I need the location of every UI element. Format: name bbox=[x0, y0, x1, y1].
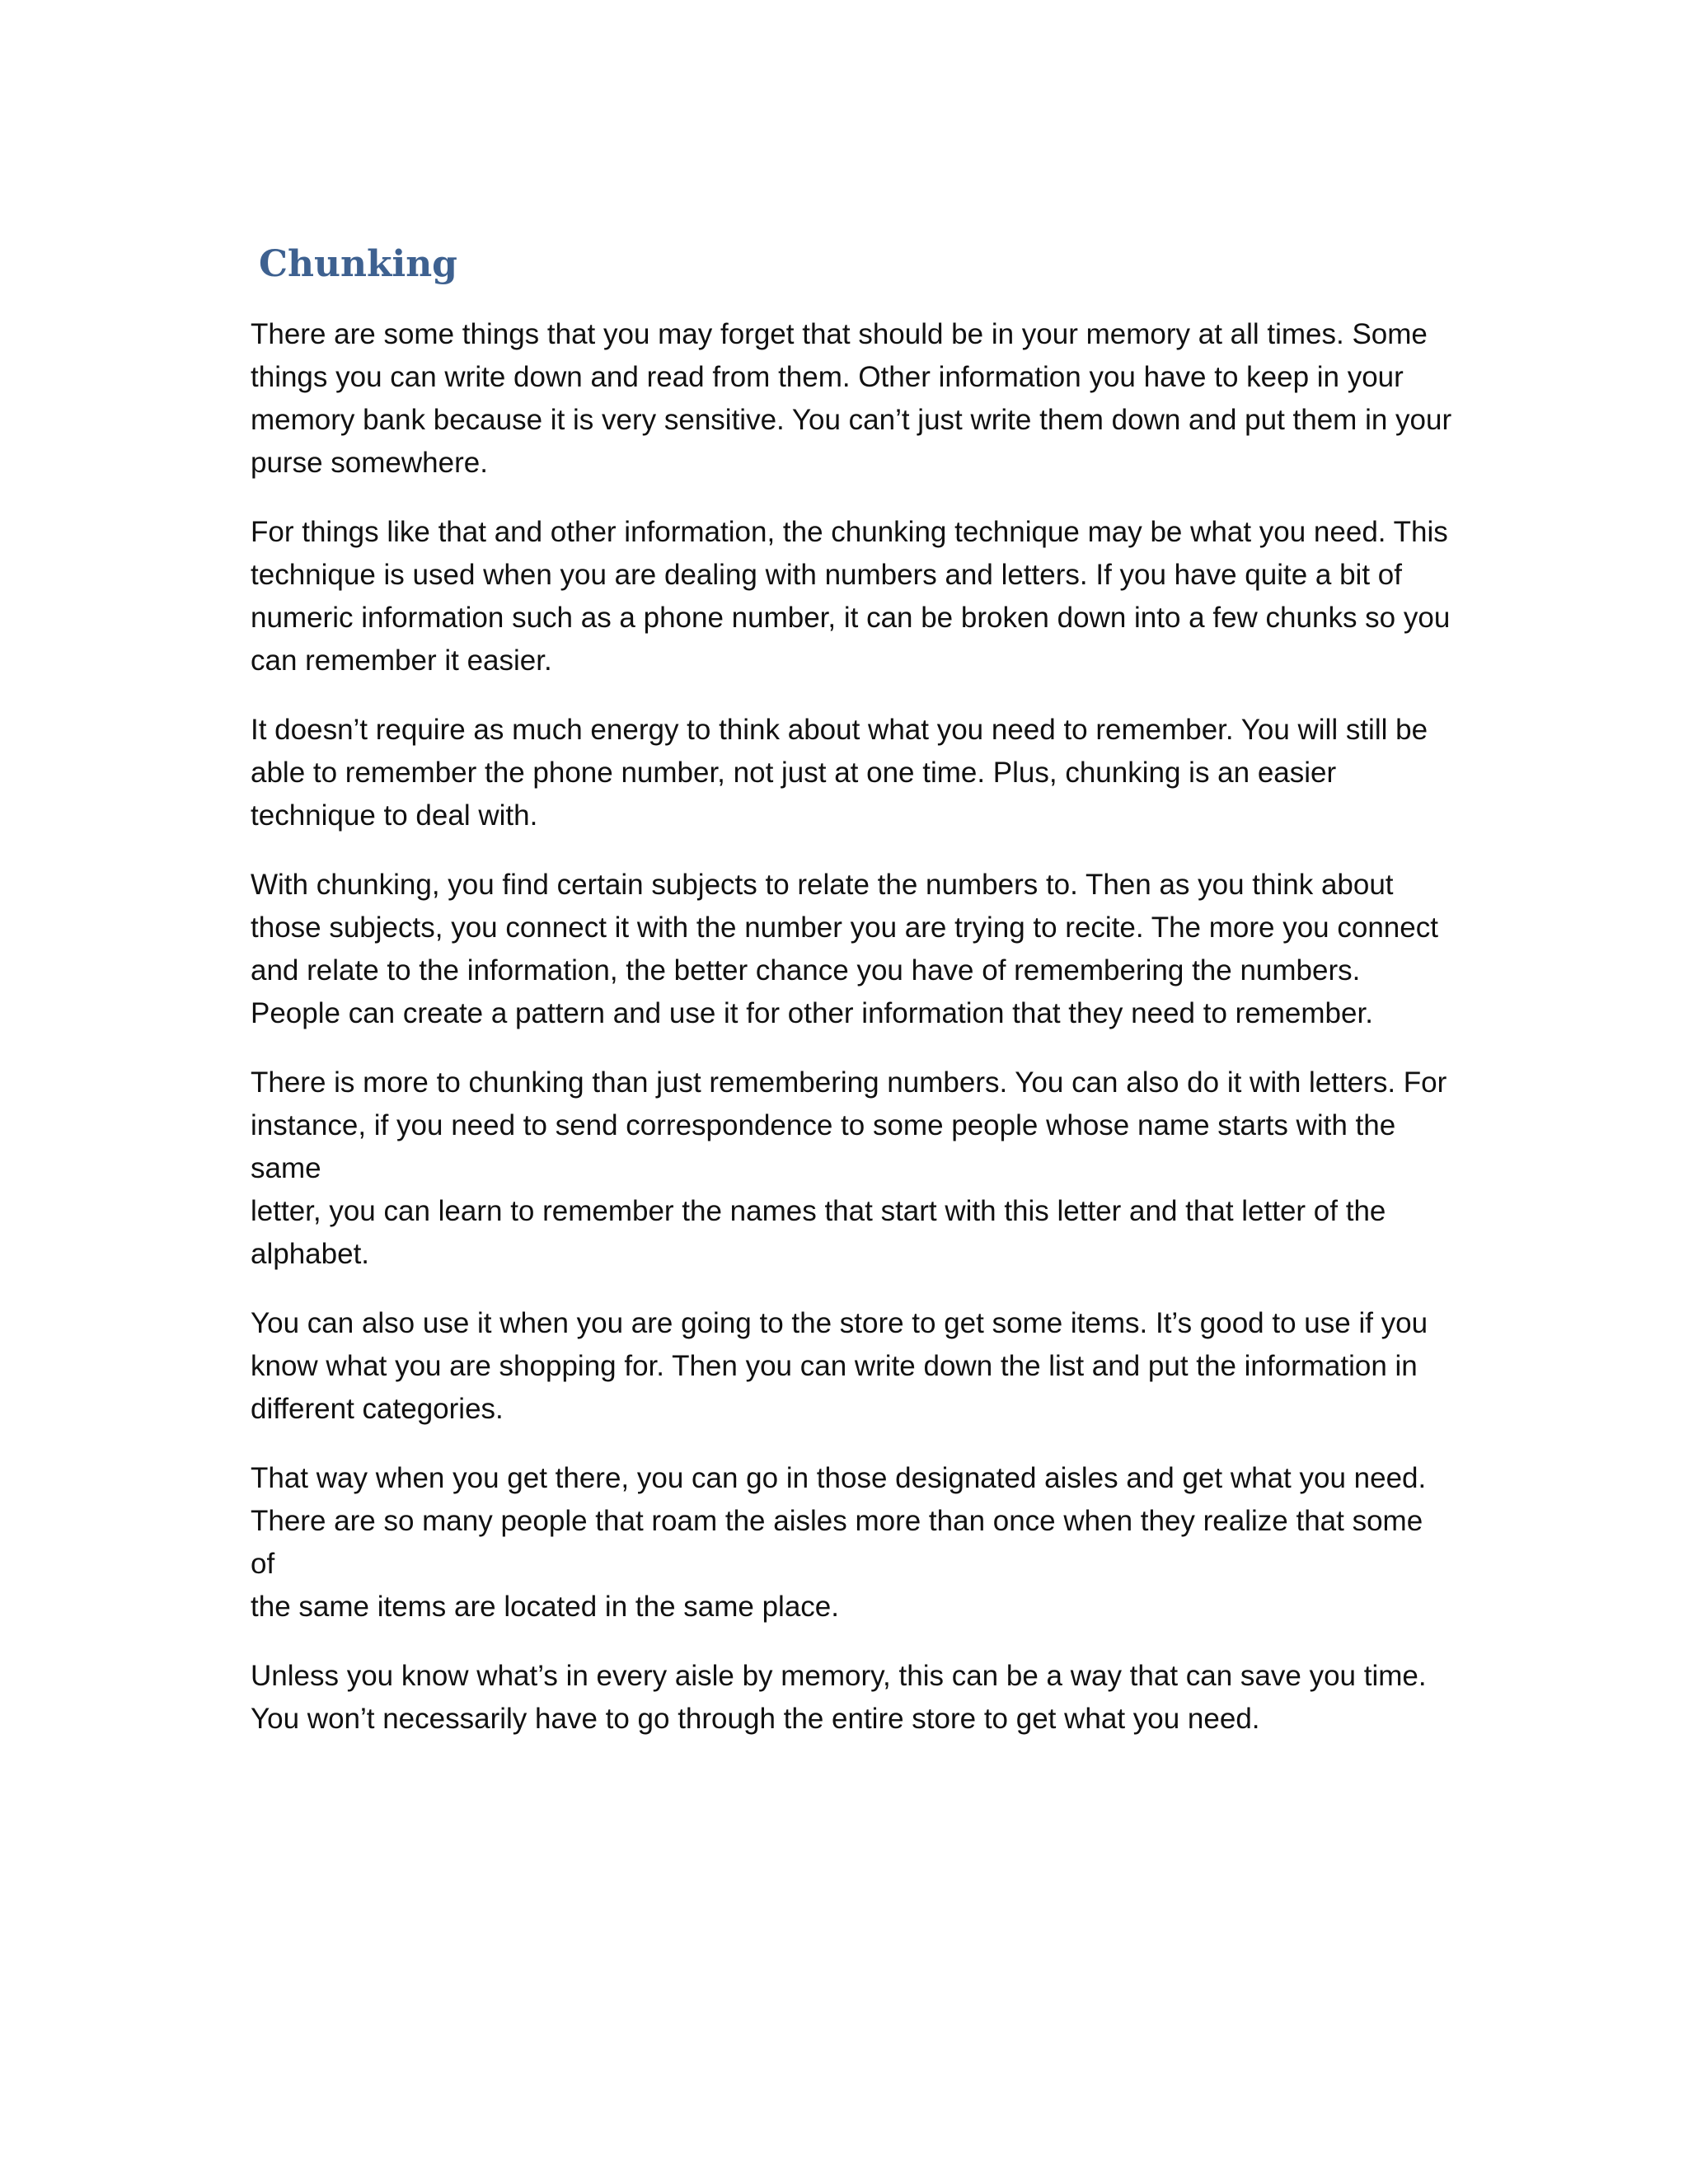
paragraph-7: That way when you get there, you can go in those designated aisles and get what you need. There are so many people that roam the aisles more than once when they realize that some of the same items are located in the same place. bbox=[251, 1462, 1427, 1623]
paragraph-1: There are some things that you may forget that should be in your memory at all times. Some things you can write down and read from them. Other information you have to keep in your memory bank because it is very sensitive. You can’t just write them down and put them in your purse somewhere. bbox=[251, 318, 1452, 479]
paragraph-8: Unless you know what’s in every aisle by memory, this can be a way that can save you time. You won’t necessarily have to go through the entire store to get what you need. bbox=[251, 1660, 1427, 1735]
document-title: Chunking bbox=[259, 243, 457, 285]
paragraph-3: It doesn’t require as much energy to think about what you need to remember. You will still be able to remember the phone number, not just at one time. Plus, chunking is an easier technique to deal with. bbox=[251, 714, 1428, 832]
paragraph-2: For things like that and other information, the chunking technique may be what you need. This technique is used when you are dealing with numbers and letters. If you have quite a bit of numeric information such as a phone number, it can be broken down into a few chunks so you can remember it easier. bbox=[251, 516, 1451, 677]
document-body bbox=[251, 236, 1454, 1767]
paragraph-6: You can also use it when you are going to the store to get some items. It’s good to use if you know what you are shopping for. Then you can write down the list and put the information in different categories. bbox=[251, 1307, 1428, 1425]
paragraph-4: With chunking, you find certain subjects to relate the numbers to. Then as you think about those subjects, you connect it with the number you are trying to recite. The more you connect and relate to the information, the better chance you have of remembering the numbers. People can create a pattern and use it for other information that they need to remember. bbox=[251, 869, 1438, 1029]
paragraph-5: There is more to chunking than just remembering numbers. You can also do it with letters. For instance, if you need to send correspondence to some people whose name starts with the same letter, you can learn to remember the names that start with this letter and that letter of the alphabet. bbox=[251, 1066, 1447, 1270]
